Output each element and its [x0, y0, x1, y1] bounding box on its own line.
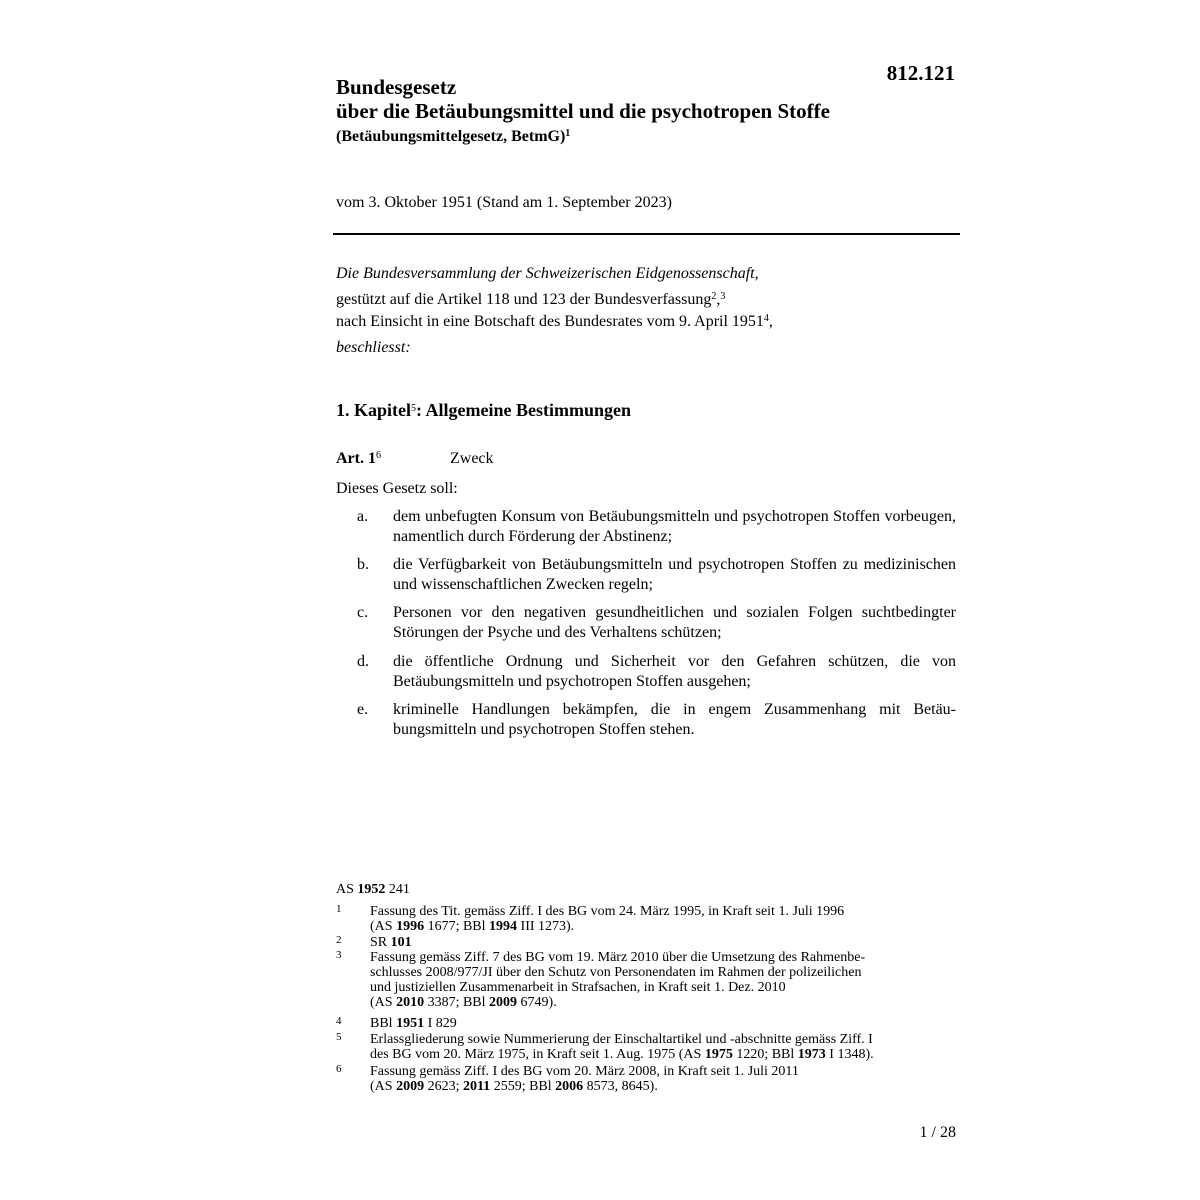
footnote-text: (AS: [370, 919, 397, 934]
footnote-text: 1220; BBl: [732, 1047, 798, 1062]
footnote-bold: 1975: [704, 1047, 733, 1062]
footnote-text: und justiziellen Zusammenarbeit in Strafsachen, in Kraft seit 1. Dez. 2010: [370, 980, 786, 995]
footnote-bold: 101: [390, 935, 412, 950]
footnote-text: BBl: [370, 1016, 397, 1031]
preamble-basis: [336, 290, 725, 310]
list-item-text: kriminelle Handlungen bekämpfen, die in engem Zusammenhang mit Betäubungsmitteln und psychotropen Stoffen stehen.: [393, 701, 956, 738]
list-item-letter: e.: [357, 701, 369, 718]
footnote-text: 2623;: [424, 1079, 463, 1094]
footnote-text: III 1273).: [517, 919, 575, 934]
footnote-text: Fassung gemäss Ziff. 7 des BG vom 19. März 2010 über die Umsetzung des Rahmenbe-: [370, 950, 866, 965]
footnote-text: SR: [370, 935, 391, 950]
footnote-number: 5: [336, 1031, 342, 1043]
article-label: [336, 450, 381, 468]
footnote-6: [336, 1064, 956, 1094]
title-short: [336, 128, 570, 146]
footnote-number: 2: [336, 934, 342, 946]
separator: ,: [768, 313, 773, 330]
footnote-text: 1677; BBl: [424, 919, 490, 934]
date-line: vom 3. Oktober 1951 (Stand am 1. September 2023): [336, 194, 672, 211]
as-prefix: AS: [336, 882, 358, 897]
footnote-bold: 1996: [396, 919, 425, 934]
article-title: Zweck: [450, 450, 494, 467]
footnote-ref[interactable]: 2: [711, 291, 717, 302]
footnote-5: [336, 1032, 956, 1062]
footnote-3: [336, 950, 956, 1010]
sr-number: 812.121: [886, 61, 955, 85]
list-item: [336, 700, 956, 740]
list-item: [336, 555, 956, 595]
title-line-2: über die Betäubungsmittel und die psychotropen Stoffe: [336, 99, 830, 123]
footnote-number: 4: [336, 1015, 342, 1027]
footnote-text: (AS: [370, 995, 397, 1010]
footnote-text: Fassung gemäss Ziff. I des BG vom 20. März 2008, in Kraft seit 1. Juli 2011: [370, 1064, 799, 1079]
footnote-text: Erlassgliederung sowie Nummerierung der Einschaltartikel und -abschnitte gemäss Ziff. I: [370, 1032, 873, 1047]
list-item-letter: a.: [357, 508, 369, 525]
preamble-message: [336, 312, 773, 332]
footnote-text: (AS: [370, 1079, 397, 1094]
footnote-bold: 2010: [396, 995, 425, 1010]
as-year: 1952: [357, 882, 386, 897]
footnote-text: Fassung des Tit. gemäss Ziff. I des BG vom 24. März 1995, in Kraft seit 1. Juli 1996: [370, 904, 845, 919]
preamble-enacting-body: Die Bundesversammlung der Schweizerischen Eidgenossenschaft,: [336, 265, 759, 282]
separator: ,: [716, 291, 721, 308]
list-item-text: die Verfügbarkeit von Betäubungsmitteln und psychotropen Stoffen zu medizinischen und wissenschaftlichen Zwecken regeln;: [393, 556, 956, 593]
list-item-letter: b.: [357, 556, 369, 573]
list-item: [336, 507, 956, 547]
footnote-bold: 1994: [489, 919, 518, 934]
title-short-text: (Betäubungsmittelgesetz, BetmG): [336, 128, 566, 145]
footnote-number: 6: [336, 1063, 342, 1075]
footnote-bold: 2009: [489, 995, 518, 1010]
footnote-2: [336, 935, 956, 950]
footnote-text: schlusses 2008/977/JI über den Schutz von Personendaten im Rahmen der polizeilichen: [370, 965, 862, 980]
footnote-bold: 2006: [555, 1079, 584, 1094]
footnote-text: 8573, 8645).: [583, 1079, 658, 1094]
footnote-bold: 2009: [396, 1079, 425, 1094]
footnote-number: 1: [336, 903, 342, 915]
chapter-title: : Allgemeine Bestimmungen: [416, 400, 631, 420]
list-item-letter: c.: [357, 604, 369, 621]
footnote-text: 2559; BBl: [490, 1079, 556, 1094]
footnote-text: I 829: [424, 1016, 457, 1031]
as-page: 241: [385, 882, 410, 897]
footnote-number: 3: [336, 949, 342, 961]
footnote-text: des BG vom 20. März 1975, in Kraft seit 1. Aug. 1975 (AS: [370, 1047, 705, 1062]
page-number: 1 / 28: [919, 1124, 956, 1141]
chapter-prefix: 1. Kapitel: [336, 400, 411, 420]
list-item-text: Personen vor den negativen gesundheitlichen und sozialen Folgen suchtbedingter Störungen der Psyche und des Verhaltens schützen;: [393, 604, 956, 641]
article-intro: Dieses Gesetz soll:: [336, 480, 458, 497]
list-item: [336, 603, 956, 643]
title-line-1: Bundesgesetz: [336, 75, 457, 99]
footnote-ref[interactable]: 4: [763, 313, 769, 324]
chapter-heading: [336, 400, 631, 421]
footnote-bold: 2011: [462, 1079, 491, 1094]
footnote-text: 6749).: [517, 995, 557, 1010]
footnote-ref[interactable]: 1: [565, 128, 571, 139]
footnote-text: 3387; BBl: [424, 995, 490, 1010]
official-compilation-ref: [336, 882, 410, 898]
preamble-message-text: nach Einsicht in eine Botschaft des Bundesrates vom 9. April 1951: [336, 313, 764, 330]
preamble-basis-text: gestützt auf die Artikel 118 und 123 der Bundesverfassung: [336, 291, 712, 308]
list-item-letter: d.: [357, 653, 369, 670]
article-label-text: Art. 1: [336, 450, 376, 467]
footnote-1: [336, 904, 956, 934]
footnote-ref[interactable]: 3: [720, 291, 726, 302]
footnote-bold: 1973: [797, 1047, 826, 1062]
preamble-resolves: beschliesst:: [336, 339, 411, 356]
footnote-4: [336, 1016, 956, 1031]
footnote-bold: 1951: [396, 1016, 425, 1031]
footnote-ref[interactable]: 6: [375, 450, 381, 461]
header-divider: [333, 233, 960, 235]
footnote-text: I 1348).: [825, 1047, 874, 1062]
list-item: [336, 652, 956, 692]
footnote-ref[interactable]: 5: [411, 403, 416, 414]
list-item-text: dem unbefugten Konsum von Betäubungsmitteln und psychotropen Stoffen vorbeugen, namentlich durch Förderung der Abstinenz;: [393, 508, 956, 545]
list-item-text: die öffentliche Ordnung und Sicherheit vor den Gefahren schützen, die von Betäubungsmitteln und psychotropen Stoffen ausgehen;: [393, 653, 956, 690]
